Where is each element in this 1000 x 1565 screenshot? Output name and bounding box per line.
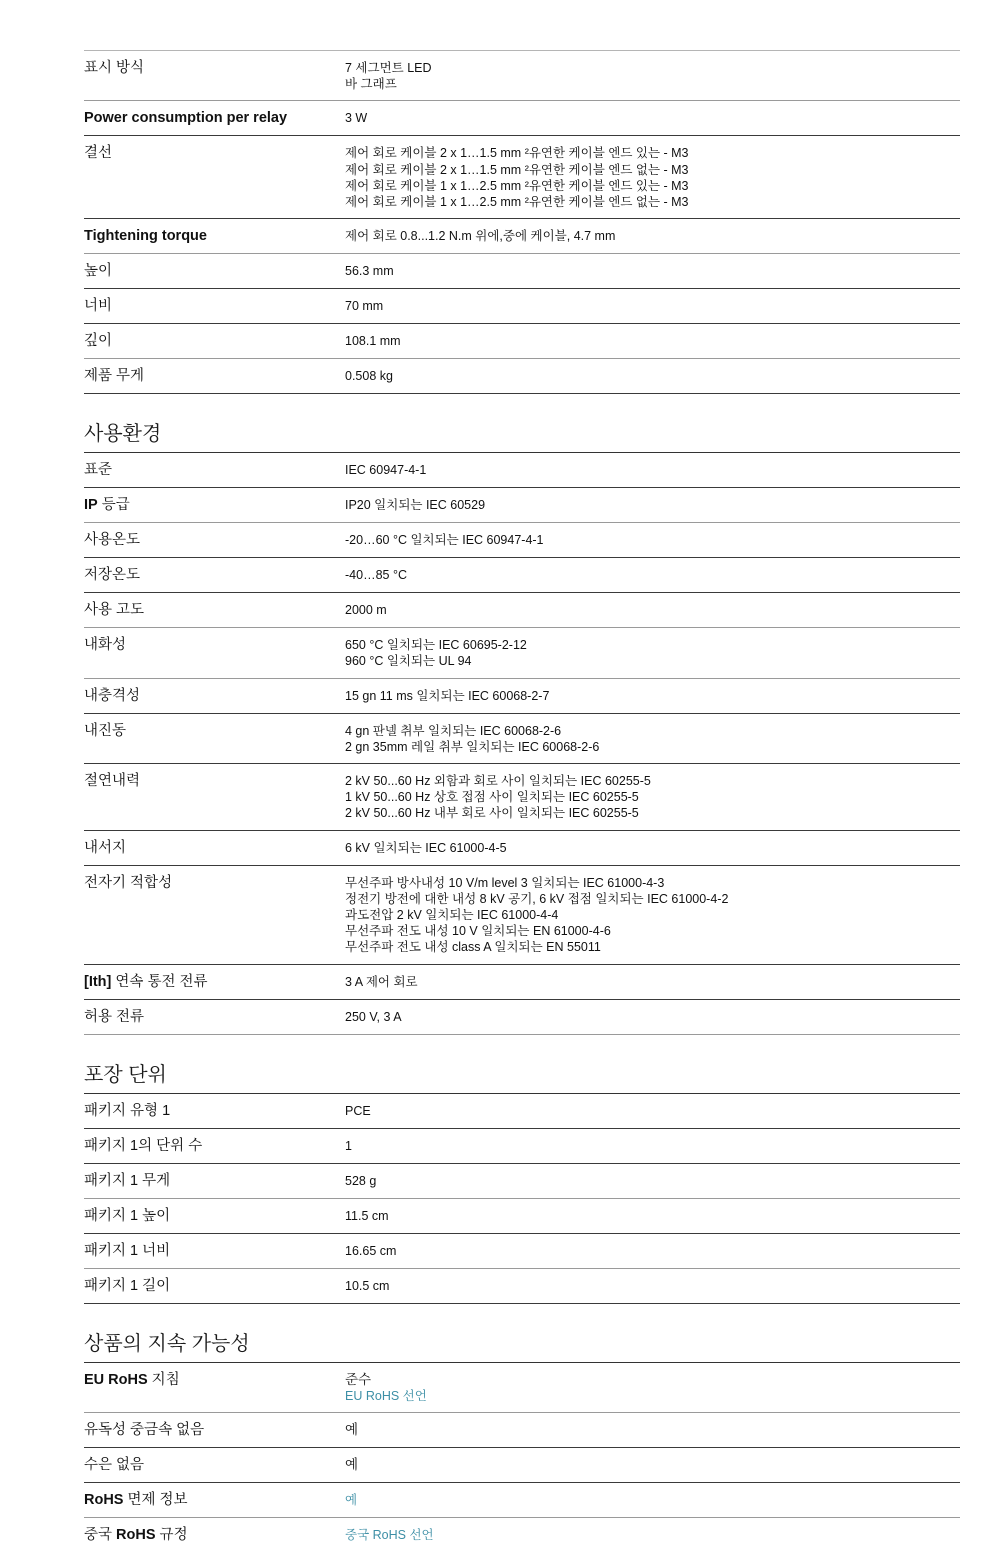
spec-value	[345, 687, 960, 705]
declaration-link[interactable]: 예	[345, 1493, 358, 1508]
spec-value-line: 제어 회로 케이블 2 x 1…1.5 mm ²유연한 케이블 엔드 없는 - M3	[345, 162, 689, 177]
spec-label-text: 제품 무게	[84, 368, 145, 385]
spec-row	[84, 628, 960, 678]
spec-label-text: 지침	[147, 1371, 180, 1388]
spec-label	[84, 227, 345, 245]
spec-row	[84, 136, 960, 219]
spec-label	[84, 973, 345, 991]
spec-label	[84, 262, 345, 280]
spec-label	[84, 1172, 345, 1190]
spec-label-text: 패키지 1 높이	[84, 1207, 171, 1224]
spec-value-line: 7 세그먼트 LED	[345, 61, 432, 75]
spec-value-line: 무선주파 방사내성 10 V/m level 3 일치되는 IEC 61000-4-3	[345, 875, 665, 890]
spec-label-text: 깊이	[84, 333, 113, 350]
spec-value-line: 528 g	[345, 1173, 377, 1188]
spec-row	[84, 219, 960, 254]
spec-label-bold: IP	[84, 497, 98, 514]
spec-label-text: 패키지 1의 단위 수	[84, 1137, 203, 1154]
spec-value-line: 준수	[345, 1371, 372, 1387]
spec-row	[84, 1164, 960, 1199]
spec-row	[84, 593, 960, 628]
spec-value-line: 1	[345, 1138, 352, 1153]
spec-value	[345, 332, 960, 350]
spec-value	[345, 874, 960, 956]
spec-value-line: 정전기 방전에 대한 내성 8 kV 공기, 6 kV 접점 일치되는 IEC 61000-4-2	[345, 891, 729, 906]
spec-row	[84, 1129, 960, 1164]
spec-value	[345, 1102, 960, 1120]
spec-value-line: 0.508 kg	[345, 369, 393, 384]
spec-row	[84, 1483, 960, 1518]
spec-label-text: 표시 방식	[84, 60, 145, 76]
spec-label-text: 내충격성	[84, 687, 141, 704]
section-title: 포장 단위	[84, 1035, 960, 1094]
spec-value	[345, 59, 960, 92]
spec-label	[84, 59, 345, 92]
spec-label	[84, 109, 345, 127]
spec-label	[84, 1456, 345, 1474]
spec-label-bold: RoHS	[116, 1527, 156, 1544]
spec-value	[345, 144, 960, 210]
declaration-link[interactable]: EU RoHS 선언	[345, 1388, 427, 1403]
spec-value	[345, 722, 960, 755]
spec-value	[345, 109, 960, 127]
spec-value	[345, 566, 960, 584]
spec-label	[84, 722, 345, 755]
spec-label-text: 전자기 적합성	[84, 874, 173, 891]
spec-row	[84, 523, 960, 558]
spec-value	[345, 1172, 960, 1190]
spec-label-text: 규정	[155, 1527, 188, 1544]
spec-value-line: 예	[345, 1422, 359, 1438]
spec-row	[84, 1094, 960, 1129]
spec-row	[84, 51, 960, 101]
spec-row	[84, 714, 960, 764]
spec-label-text: 패키지 1 무게	[84, 1172, 171, 1189]
spec-label	[84, 1207, 345, 1225]
spec-label-bold: EU RoHS	[84, 1371, 148, 1388]
spec-value	[345, 1526, 960, 1544]
spec-value-line: 108.1 mm	[345, 334, 401, 349]
spec-value	[345, 1277, 960, 1295]
spec-value-line: 무선주파 전도 내성 class A 일치되는 EN 55011	[345, 940, 601, 955]
spec-label	[84, 1242, 345, 1260]
spec-label	[84, 1137, 345, 1155]
spec-value-line: 650 °C 일치되는 IEC 60695-2-12	[345, 638, 527, 653]
spec-label	[84, 1008, 345, 1026]
spec-row	[84, 1000, 960, 1035]
spec-value	[345, 1491, 960, 1509]
spec-value-line: 과도전압 2 kV 일치되는 IEC 61000-4-4	[345, 908, 559, 923]
spec-value-line: 예	[345, 1457, 359, 1473]
spec-value-line: 2 kV 50...60 Hz 내부 회로 사이 일치되는 IEC 60255-5	[345, 806, 639, 821]
spec-row	[84, 359, 960, 394]
spec-row	[84, 1269, 960, 1304]
spec-value	[345, 297, 960, 315]
spec-value-line: 제어 회로 케이블 1 x 1…2.5 mm ²유연한 케이블 엔드 없는 - M3	[345, 195, 689, 210]
spec-label-text: 패키지 1 길이	[84, 1277, 171, 1294]
spec-label-text: 등급	[97, 497, 130, 514]
spec-row	[84, 1199, 960, 1234]
spec-row	[84, 831, 960, 866]
spec-label	[84, 531, 345, 549]
spec-label-text: 사용온도	[84, 532, 141, 549]
spec-label-text: 저장온도	[84, 567, 141, 584]
spec-row	[84, 1413, 960, 1448]
spec-label-bold: [Ith]	[84, 973, 112, 990]
spec-value	[345, 601, 960, 619]
spec-value-line: IP20 일치되는 IEC 60529	[345, 498, 486, 513]
spec-value	[345, 1207, 960, 1225]
spec-label-text: 내화성	[84, 637, 127, 654]
spec-label-text: 내진동	[84, 722, 127, 739]
spec-label-text: 수은 없음	[84, 1457, 145, 1474]
spec-label-text: 연속 통전 전류	[111, 973, 208, 990]
spec-value	[345, 1242, 960, 1260]
spec-label	[84, 367, 345, 385]
spec-label	[84, 332, 345, 350]
spec-row	[84, 488, 960, 523]
spec-value-line: 3 A 제어 회로	[345, 974, 418, 989]
spec-label	[84, 566, 345, 584]
spec-section	[84, 1304, 960, 1552]
spec-label	[84, 1371, 345, 1404]
spec-label-text: 절연내력	[84, 773, 141, 790]
section-title: 사용환경	[84, 394, 960, 453]
spec-value	[345, 262, 960, 280]
spec-value-line: 2000 m	[345, 603, 387, 618]
spec-sheet	[84, 50, 960, 1552]
spec-row	[84, 254, 960, 289]
spec-value-line: 제어 회로 케이블 2 x 1…1.5 mm ²유연한 케이블 엔드 있는 - M3	[345, 146, 689, 161]
spec-label-text: 허용 전류	[84, 1008, 145, 1025]
spec-value-line: 16.65 cm	[345, 1243, 397, 1258]
spec-label-prefix: 중국	[84, 1527, 117, 1544]
spec-label	[84, 839, 345, 857]
spec-label	[84, 636, 345, 669]
spec-section	[84, 394, 960, 1034]
spec-row	[84, 1448, 960, 1483]
spec-value-line: 제어 회로 0.8...1.2 N.m 위에,중에 케이블, 4.7 mm	[345, 229, 616, 244]
spec-label	[84, 874, 345, 956]
spec-value-line: 15 gn 11 ms 일치되는 IEC 60068-2-7	[345, 688, 550, 703]
spec-row	[84, 764, 960, 831]
spec-label-text: 높이	[84, 263, 113, 280]
spec-value-line: 1 kV 50...60 Hz 상호 접점 사이 일치되는 IEC 60255-5	[345, 790, 639, 805]
spec-label-text: Tightening torque	[84, 228, 207, 245]
spec-value-line: 제어 회로 케이블 1 x 1…2.5 mm ²유연한 케이블 엔드 있는 - M3	[345, 178, 689, 193]
spec-value-line: 2 kV 50...60 Hz 외함과 회로 사이 일치되는 IEC 60255-5	[345, 774, 651, 789]
spec-label	[84, 496, 345, 514]
spec-label	[84, 1526, 345, 1544]
spec-label	[84, 1277, 345, 1295]
spec-value-line: 6 kV 일치되는 IEC 61000-4-5	[345, 840, 507, 855]
spec-value-line: -40…85 °C	[345, 568, 407, 583]
spec-value-line: IEC 60947-4-1	[345, 463, 427, 478]
spec-row	[84, 1234, 960, 1269]
spec-label-text: 내서지	[84, 839, 127, 856]
spec-label	[84, 297, 345, 315]
spec-label-text: 사용 고도	[84, 602, 145, 619]
spec-value-line: 960 °C 일치되는 UL 94	[345, 654, 472, 669]
spec-value	[345, 1456, 960, 1474]
spec-value	[345, 1421, 960, 1439]
spec-label-text: 결선	[84, 145, 113, 162]
spec-value-line: 2 gn 35mm 레일 취부 일치되는 IEC 60068-2-6	[345, 739, 600, 754]
spec-row	[84, 324, 960, 359]
spec-value-line: 56.3 mm	[345, 264, 394, 279]
spec-row	[84, 965, 960, 1000]
spec-label-text: 면제 정보	[123, 1492, 188, 1509]
spec-value	[345, 227, 960, 245]
spec-value	[345, 461, 960, 479]
spec-value	[345, 367, 960, 385]
spec-value-line: 11.5 cm	[345, 1208, 389, 1223]
spec-value	[345, 1008, 960, 1026]
spec-row	[84, 101, 960, 136]
spec-label	[84, 1491, 345, 1509]
spec-value	[345, 531, 960, 549]
spec-label-text: 패키지 1 너비	[84, 1242, 171, 1259]
spec-value-line: 70 mm	[345, 299, 384, 314]
spec-label	[84, 461, 345, 479]
spec-label-bold: RoHS	[84, 1492, 124, 1509]
spec-value	[345, 496, 960, 514]
spec-label-text: 패키지 유형 1	[84, 1102, 171, 1119]
spec-value-line: 무선주파 전도 내성 10 V 일치되는 EN 61000-4-6	[345, 924, 611, 939]
spec-row	[84, 866, 960, 965]
spec-value-line: 10.5 cm	[345, 1278, 390, 1293]
spec-value	[345, 973, 960, 991]
spec-section	[84, 51, 960, 394]
spec-value-line: PCE	[345, 1103, 371, 1118]
spec-row	[84, 558, 960, 593]
spec-label	[84, 1102, 345, 1120]
spec-value	[345, 636, 960, 669]
spec-label	[84, 687, 345, 705]
spec-label-text: Power consumption per relay	[84, 110, 288, 127]
spec-value-line: 250 V, 3 A	[345, 1009, 402, 1024]
spec-label-text: 유독성 중금속 없음	[84, 1422, 205, 1439]
spec-value	[345, 772, 960, 822]
spec-value	[345, 1371, 960, 1404]
spec-label	[84, 1421, 345, 1439]
spec-row	[84, 679, 960, 714]
spec-row	[84, 1518, 960, 1552]
spec-value-line: -20…60 °C 일치되는 IEC 60947-4-1	[345, 533, 544, 548]
spec-value-line: 3 W	[345, 111, 368, 126]
section-title: 상품의 지속 가능성	[84, 1304, 960, 1363]
spec-label	[84, 772, 345, 822]
spec-row	[84, 289, 960, 324]
declaration-link[interactable]: 중국 RoHS 선언	[345, 1528, 434, 1543]
spec-label	[84, 144, 345, 210]
spec-label-text: 표준	[84, 462, 113, 479]
spec-row	[84, 453, 960, 488]
spec-value-line: 4 gn 판넬 취부 일치되는 IEC 60068-2-6	[345, 723, 562, 738]
spec-value	[345, 1137, 960, 1155]
spec-label-text: 너비	[84, 298, 113, 315]
spec-row	[84, 1363, 960, 1413]
spec-value-line: 바 그래프	[345, 77, 397, 92]
spec-label	[84, 601, 345, 619]
spec-value	[345, 839, 960, 857]
spec-section	[84, 1035, 960, 1304]
